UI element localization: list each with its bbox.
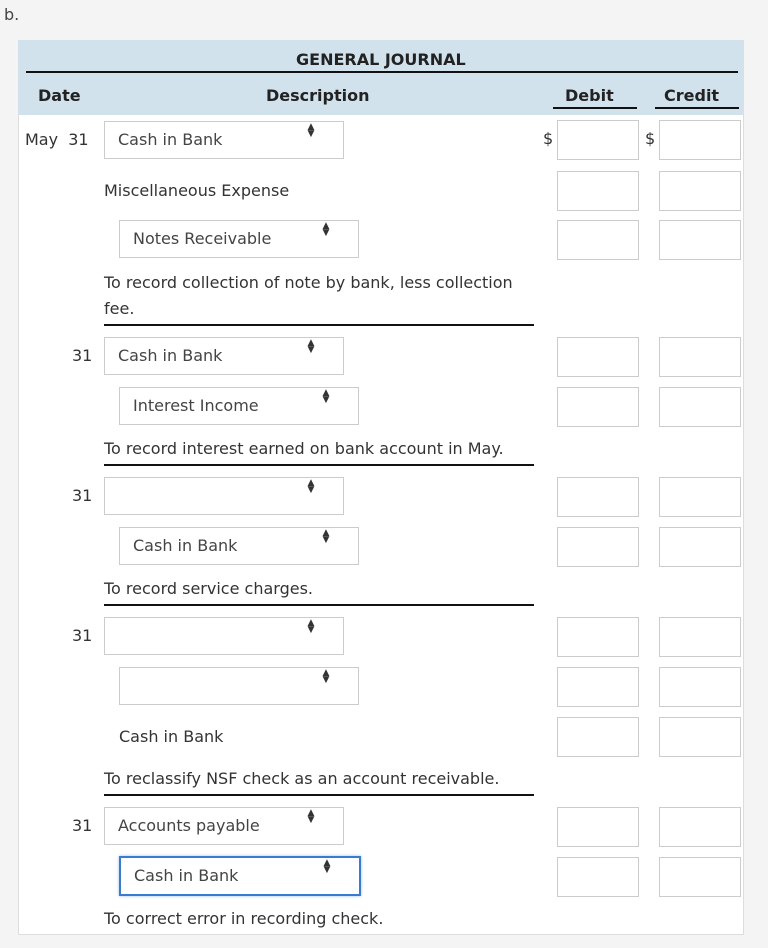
debit-input[interactable] [557, 477, 639, 517]
credit-input[interactable] [659, 120, 741, 160]
credit-input[interactable] [659, 527, 741, 567]
entry-date: May 31 [25, 130, 89, 149]
entry-date: 31 [72, 816, 93, 835]
account-select-value: Cash in Bank [118, 346, 223, 365]
credit-input[interactable] [659, 387, 741, 427]
divider [553, 107, 637, 109]
debit-input[interactable] [557, 717, 639, 757]
part-label: b. [4, 5, 20, 24]
header-description: Description [266, 86, 370, 105]
updown-arrows-icon: ▲▼ [306, 338, 316, 352]
account-select-value: Interest Income [133, 396, 259, 415]
account-select[interactable] [104, 337, 344, 375]
debit-input[interactable] [557, 220, 639, 260]
entry-memo: To record collection of note by bank, less collection fee. [104, 270, 534, 326]
updown-arrows-icon: ▲▼ [306, 122, 316, 136]
credit-input[interactable] [659, 717, 741, 757]
updown-arrows-icon: ▲▼ [322, 858, 332, 872]
updown-arrows-icon: ▲▼ [321, 388, 331, 402]
updown-arrows-icon: ▲▼ [321, 668, 331, 682]
account-select[interactable] [119, 667, 359, 705]
debit-input[interactable] [557, 171, 639, 211]
updown-arrows-icon: ▲▼ [306, 618, 316, 632]
credit-input[interactable] [659, 807, 741, 847]
debit-input[interactable] [557, 857, 639, 897]
account-select[interactable] [119, 527, 359, 565]
account-select-value: Accounts payable [118, 816, 260, 835]
account-select-value: Cash in Bank [133, 536, 238, 555]
credit-input[interactable] [659, 667, 741, 707]
account-select-value: Cash in Bank [134, 866, 239, 885]
header-debit: Debit [565, 86, 614, 105]
credit-input[interactable] [659, 220, 741, 260]
account-select[interactable] [119, 220, 359, 258]
account-select[interactable] [119, 856, 361, 896]
account-select-value: Cash in Bank [118, 130, 223, 149]
journal-title: GENERAL JOURNAL [296, 50, 466, 69]
debit-input[interactable] [557, 387, 639, 427]
entry-memo: To record service charges. [104, 576, 534, 606]
header-credit: Credit [664, 86, 720, 105]
divider [26, 71, 738, 73]
debit-input[interactable] [557, 120, 639, 160]
updown-arrows-icon: ▲▼ [321, 528, 331, 542]
debit-input[interactable] [557, 667, 639, 707]
updown-arrows-icon: ▲▼ [306, 478, 316, 492]
entry-date: 31 [72, 346, 93, 365]
entry-memo: To correct error in recording check. [104, 909, 384, 928]
account-text: Miscellaneous Expense [104, 181, 290, 200]
credit-input[interactable] [659, 857, 741, 897]
debit-input[interactable] [557, 617, 639, 657]
credit-input[interactable] [659, 171, 741, 211]
account-select[interactable] [104, 477, 344, 515]
account-select[interactable] [104, 807, 344, 845]
updown-arrows-icon: ▲▼ [321, 221, 331, 235]
entry-date: 31 [72, 626, 93, 645]
entry-date: 31 [72, 486, 93, 505]
account-select[interactable] [119, 387, 359, 425]
credit-input[interactable] [659, 617, 741, 657]
entry-memo: To reclassify NSF check as an account receivable. [104, 766, 534, 796]
credit-input[interactable] [659, 337, 741, 377]
account-select[interactable] [104, 121, 344, 159]
currency-symbol: $ [645, 129, 656, 148]
debit-input[interactable] [557, 337, 639, 377]
divider [655, 107, 739, 109]
debit-input[interactable] [557, 527, 639, 567]
currency-symbol: $ [543, 129, 554, 148]
credit-input[interactable] [659, 477, 741, 517]
account-select[interactable] [104, 617, 344, 655]
header-date: Date [38, 86, 81, 105]
account-select-value: Notes Receivable [133, 229, 272, 248]
debit-input[interactable] [557, 807, 639, 847]
entry-memo: To record interest earned on bank account in May. [104, 436, 534, 466]
account-text: Cash in Bank [119, 727, 224, 746]
updown-arrows-icon: ▲▼ [306, 808, 316, 822]
